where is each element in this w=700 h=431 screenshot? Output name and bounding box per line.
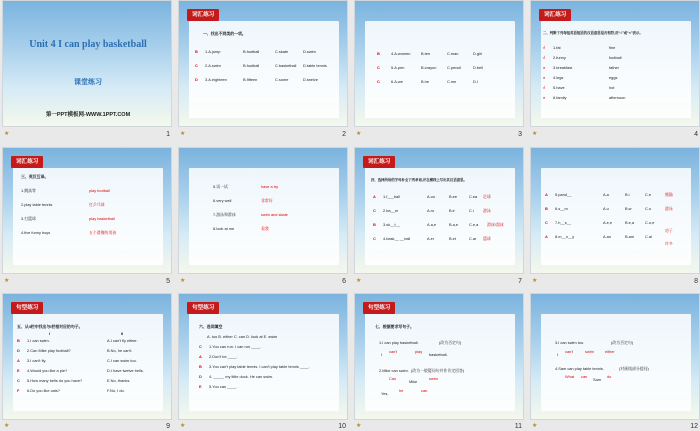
option: A.an [603, 234, 612, 239]
answer: B [545, 206, 548, 211]
answer: A [17, 358, 20, 363]
prompt: 3.打篮球 [21, 216, 36, 221]
question-title: 一、找出不同类的一项。 [203, 31, 246, 36]
column-header: I [49, 331, 51, 336]
answer: E [17, 368, 20, 373]
sentence: 1.You can run. I can run ____. [209, 344, 261, 349]
word: I [557, 352, 559, 357]
answer: 非常好 [261, 198, 273, 203]
option: B.ten [421, 51, 431, 56]
option: C.e,a [469, 222, 479, 227]
word: Yes, [381, 391, 389, 396]
answer: swim [429, 376, 438, 381]
word: 5.have [553, 85, 565, 90]
slide-thumbnail-10[interactable] [178, 293, 348, 420]
answer: Can [389, 376, 397, 381]
translation: hot [609, 85, 615, 90]
answer: C [195, 63, 198, 68]
match: D.I have twelve bells. [107, 368, 144, 373]
word: Mike [409, 379, 418, 384]
answer: swim and skate [261, 212, 288, 217]
option: 3.A.eighteen [205, 77, 227, 82]
word: 1.fat [553, 45, 561, 50]
slide-thumbnail-2[interactable] [178, 0, 348, 127]
answer: D [199, 374, 202, 379]
option: D.twelve [303, 77, 318, 82]
answer: B [377, 51, 380, 56]
word: Sam [593, 377, 601, 382]
option: B.he [421, 79, 430, 84]
slide-thumbnail-6[interactable] [178, 147, 348, 274]
slide-number: 6 [342, 278, 346, 285]
animation-star-icon: ★ [532, 423, 538, 429]
word: 4.bask__ __ball [383, 236, 411, 241]
question-title: 六、选词填空 [199, 324, 223, 329]
match: F.No, I do. [107, 388, 125, 393]
slide-content [541, 314, 691, 411]
meaning: 滑冰/溜冰 [487, 222, 504, 227]
prompt: 7.游泳和滑冰 [213, 212, 236, 217]
prompt: 2.play table tennis [21, 202, 53, 207]
match: A.I can't fly either. [107, 338, 138, 343]
animation-star-icon: ★ [180, 131, 186, 137]
sentence: 4. _____ my little duck. He can swim. [209, 374, 274, 379]
slide-number: 3 [518, 131, 522, 138]
option: A.ro [427, 208, 435, 213]
option: A.a,e [427, 222, 437, 227]
sentence: 5.How many bells do you have? [27, 378, 83, 383]
option: C.ar [469, 236, 477, 241]
answer: A [545, 192, 548, 197]
option: B.am [625, 234, 635, 239]
answer: 五个滑稽的男孩 [89, 230, 117, 235]
meaning: 房子 [665, 228, 673, 233]
animation-star-icon: ★ [4, 278, 10, 284]
answer: C [377, 79, 380, 84]
section-tag: 句型练习 [363, 302, 395, 314]
option: B.e,a [625, 220, 635, 225]
option: C.ai [645, 234, 652, 239]
sentence: 1.I can swim. [27, 338, 50, 343]
section-tag: 句型练习 [187, 302, 219, 314]
meaning: 游泳 [665, 206, 673, 211]
option: 6.A.we [391, 79, 403, 84]
section-tag: 词汇练习 [363, 156, 395, 168]
answer: √ [543, 45, 546, 50]
meaning: 许多 [665, 241, 673, 246]
option: 1.A.jump [205, 49, 221, 54]
slide-number: 10 [338, 423, 346, 430]
match: C.I can swim too. [107, 358, 137, 363]
question-title: 七、根据要求写句子。 [375, 324, 414, 329]
slide-content [541, 168, 691, 265]
answer: × [543, 95, 546, 100]
question-title: 三、英汉互译。 [21, 174, 49, 179]
answer: do [607, 374, 612, 379]
option: B.ir [449, 208, 455, 213]
word: 6.s__m [555, 206, 568, 211]
instruction: (改为否定句) [611, 340, 634, 345]
sentence: 2.Don't be ____. [209, 354, 238, 359]
option: D.table tennis [303, 63, 327, 68]
slide-number: 11 [514, 423, 522, 430]
word: 4.legs [553, 75, 564, 80]
word-options: A. too B. either C. can D. look at E. swim [207, 334, 278, 339]
translation: father [609, 65, 619, 70]
option: C.some [275, 77, 289, 82]
answer: play football [89, 188, 110, 193]
word: basketball. [429, 352, 448, 357]
answer: C [545, 220, 548, 225]
slide-thumbnail-1[interactable] [2, 0, 172, 127]
answer: B [195, 49, 198, 54]
answer: B [199, 364, 202, 369]
answer: C [17, 378, 20, 383]
slide-thumbnail-5[interactable] [2, 147, 172, 274]
instruction: (改为否定句) [439, 340, 462, 345]
answer: √ [543, 55, 546, 60]
option: C.me [447, 79, 457, 84]
option: D.bell [473, 65, 483, 70]
option: 5.A.pen [391, 65, 405, 70]
match: E.No, thanks. [107, 378, 131, 383]
option: C.skate [275, 49, 289, 54]
answer: √ [543, 85, 546, 90]
sentence: 1.I can play basketball. [379, 340, 419, 345]
section-tag: 词汇练习 [11, 156, 43, 168]
word: 5.pand__ [555, 192, 572, 197]
option: A.u [603, 206, 609, 211]
translation: eggs [609, 75, 618, 80]
slide-thumbnail-3[interactable] [354, 0, 524, 127]
option: B.a,e [449, 222, 459, 227]
answer: What [565, 374, 575, 379]
section-tag: 句型练习 [11, 302, 43, 314]
slide-number: 2 [342, 131, 346, 138]
animation-star-icon: ★ [4, 423, 10, 429]
section-tag: 词汇练习 [539, 9, 571, 21]
option: C.i [469, 208, 474, 213]
animation-star-icon: ★ [532, 278, 538, 284]
answer: C [373, 236, 376, 241]
answer: have a try [261, 184, 279, 189]
option: B.ee [449, 194, 458, 199]
answer: can. [421, 388, 429, 393]
slide-number: 5 [166, 278, 170, 285]
answer: he [399, 388, 404, 393]
answer: either [605, 349, 615, 354]
answer: D [17, 348, 20, 353]
option: 4.A.women [391, 51, 411, 56]
meaning: 足球 [483, 194, 491, 199]
prompt: 4.five funny boys [21, 230, 51, 235]
answer: A [545, 234, 548, 239]
answer: C [199, 344, 202, 349]
column-header: II [121, 331, 124, 336]
translation: football [609, 55, 622, 60]
sentence: 3.I can't fly. [27, 358, 47, 363]
answer: can [581, 374, 588, 379]
slide-thumbnail-9[interactable] [2, 293, 172, 420]
option: B.football [243, 49, 260, 54]
slide-footer: 第一PPT模板网-WWW.1PPT.COM [45, 112, 131, 118]
prompt: 6.very well [213, 198, 232, 203]
word: 2.ba__m [383, 208, 399, 213]
word: 6.family [553, 95, 567, 100]
instruction: (改为一般疑问句并作肯定回答) [411, 368, 465, 373]
sentence: 4.Sam can play table tennis. [555, 366, 604, 371]
answer: D [195, 77, 198, 82]
prompt: 1.跳高等 [21, 188, 36, 193]
option: C.e [645, 192, 652, 197]
word: 7.h__s__ [555, 220, 572, 225]
sentence: 3.I can swim too. [555, 340, 585, 345]
sentence: 3.You can't play table tennis. I can't play table tennis ____. [209, 364, 310, 369]
answer: play [415, 349, 423, 354]
slide-number: 1 [166, 131, 170, 138]
answer: F [17, 388, 20, 393]
option: C.pencil [447, 65, 462, 70]
word: 2.funny [553, 55, 566, 60]
slide-thumbnail-4[interactable] [530, 0, 700, 127]
slide-subtitle: 课堂练习 [74, 79, 102, 86]
sentence: 2.Can Mike play football? [27, 348, 71, 353]
option: D.I [473, 79, 478, 84]
slide-title: Unit 4 I can play basketball [29, 39, 147, 50]
option: A.er [427, 236, 435, 241]
match: B.No, he can't. [107, 348, 133, 353]
answer: can't [565, 349, 574, 354]
animation-star-icon: ★ [356, 131, 362, 137]
slide-number: 12 [690, 423, 698, 430]
slide-thumbnail-7[interactable] [354, 147, 524, 274]
word: I [381, 352, 383, 357]
slide-content [365, 21, 515, 118]
option: 2.A.swim [205, 63, 221, 68]
translation: fine [609, 45, 616, 50]
sentence: 6.Do you like cats? [27, 388, 60, 393]
option: D.girl [473, 51, 483, 56]
answer: A [199, 354, 202, 359]
meaning: 游泳 [483, 208, 491, 213]
answer: C [377, 65, 380, 70]
slide-thumbnail-11[interactable] [354, 293, 524, 420]
answer: C [373, 208, 376, 213]
animation-star-icon: ★ [180, 423, 186, 429]
option: C.basketball [275, 63, 297, 68]
sentence: 5.You can ____. [209, 384, 237, 389]
option: A.oo [427, 194, 436, 199]
prompt: 5.试一试 [213, 184, 228, 189]
question-title: 四、选择所给的字母补全下列单词,并在横线上写出其汉语意思。 [371, 178, 467, 182]
option: B.fifteen [243, 77, 258, 82]
word: 8.m__n__y [555, 234, 575, 239]
answer: B [17, 338, 20, 343]
answer: E [199, 384, 202, 389]
answer: × [543, 75, 546, 80]
option: B.football [243, 63, 260, 68]
slide-number: 4 [694, 131, 698, 138]
option: C.o,e [645, 220, 655, 225]
slide-number: 9 [166, 423, 170, 430]
answer: × [543, 65, 546, 70]
option: B.crayon [421, 65, 437, 70]
slide-number: 8 [694, 278, 698, 285]
section-tag: 词汇练习 [187, 9, 219, 21]
option: A.a [603, 192, 609, 197]
meaning: 熊猫 [665, 192, 673, 197]
option: C.man [447, 51, 459, 56]
word: 3.sk__t__ [383, 222, 400, 227]
meaning: 篮球 [483, 236, 491, 241]
answer: B [373, 222, 376, 227]
sentence: 4.Would you like a pie? [27, 368, 68, 373]
option: B.et [449, 236, 456, 241]
animation-star-icon: ★ [356, 278, 362, 284]
question-title: 五、从II栏中找出与I栏相对应的句子。 [17, 324, 83, 329]
question-title: 二、判断下列每组英语短语的汉语意思是否相符,用“√”或“×”表示。 [543, 31, 643, 35]
sentence: 2.Mike can swim. [379, 368, 409, 373]
animation-star-icon: ★ [532, 131, 538, 137]
option: D.swim [303, 49, 316, 54]
option: A.e,e [603, 220, 613, 225]
option: C.o [645, 206, 652, 211]
slide-thumbnail-12[interactable] [530, 293, 700, 420]
option: C.ea [469, 194, 478, 199]
instruction: (对画线部分提问) [619, 366, 649, 371]
translation: afternoon [609, 95, 626, 100]
answer: can't [389, 349, 398, 354]
slide-number: 7 [518, 278, 522, 285]
word: 1.f___ball [383, 194, 400, 199]
option: B.w [625, 206, 632, 211]
animation-star-icon: ★ [356, 423, 362, 429]
slide-thumbnail-8[interactable] [530, 147, 700, 274]
word: 3.breakfast [553, 65, 573, 70]
answer: 打乒乓球 [89, 202, 105, 207]
answer: 看我 [261, 226, 269, 231]
prompt: 8.look at me [213, 226, 235, 231]
answer: swim [585, 349, 594, 354]
answer: play basketball [89, 216, 115, 221]
animation-star-icon: ★ [4, 131, 10, 137]
option: B.i [625, 192, 630, 197]
animation-star-icon: ★ [180, 278, 186, 284]
answer: A [373, 194, 376, 199]
